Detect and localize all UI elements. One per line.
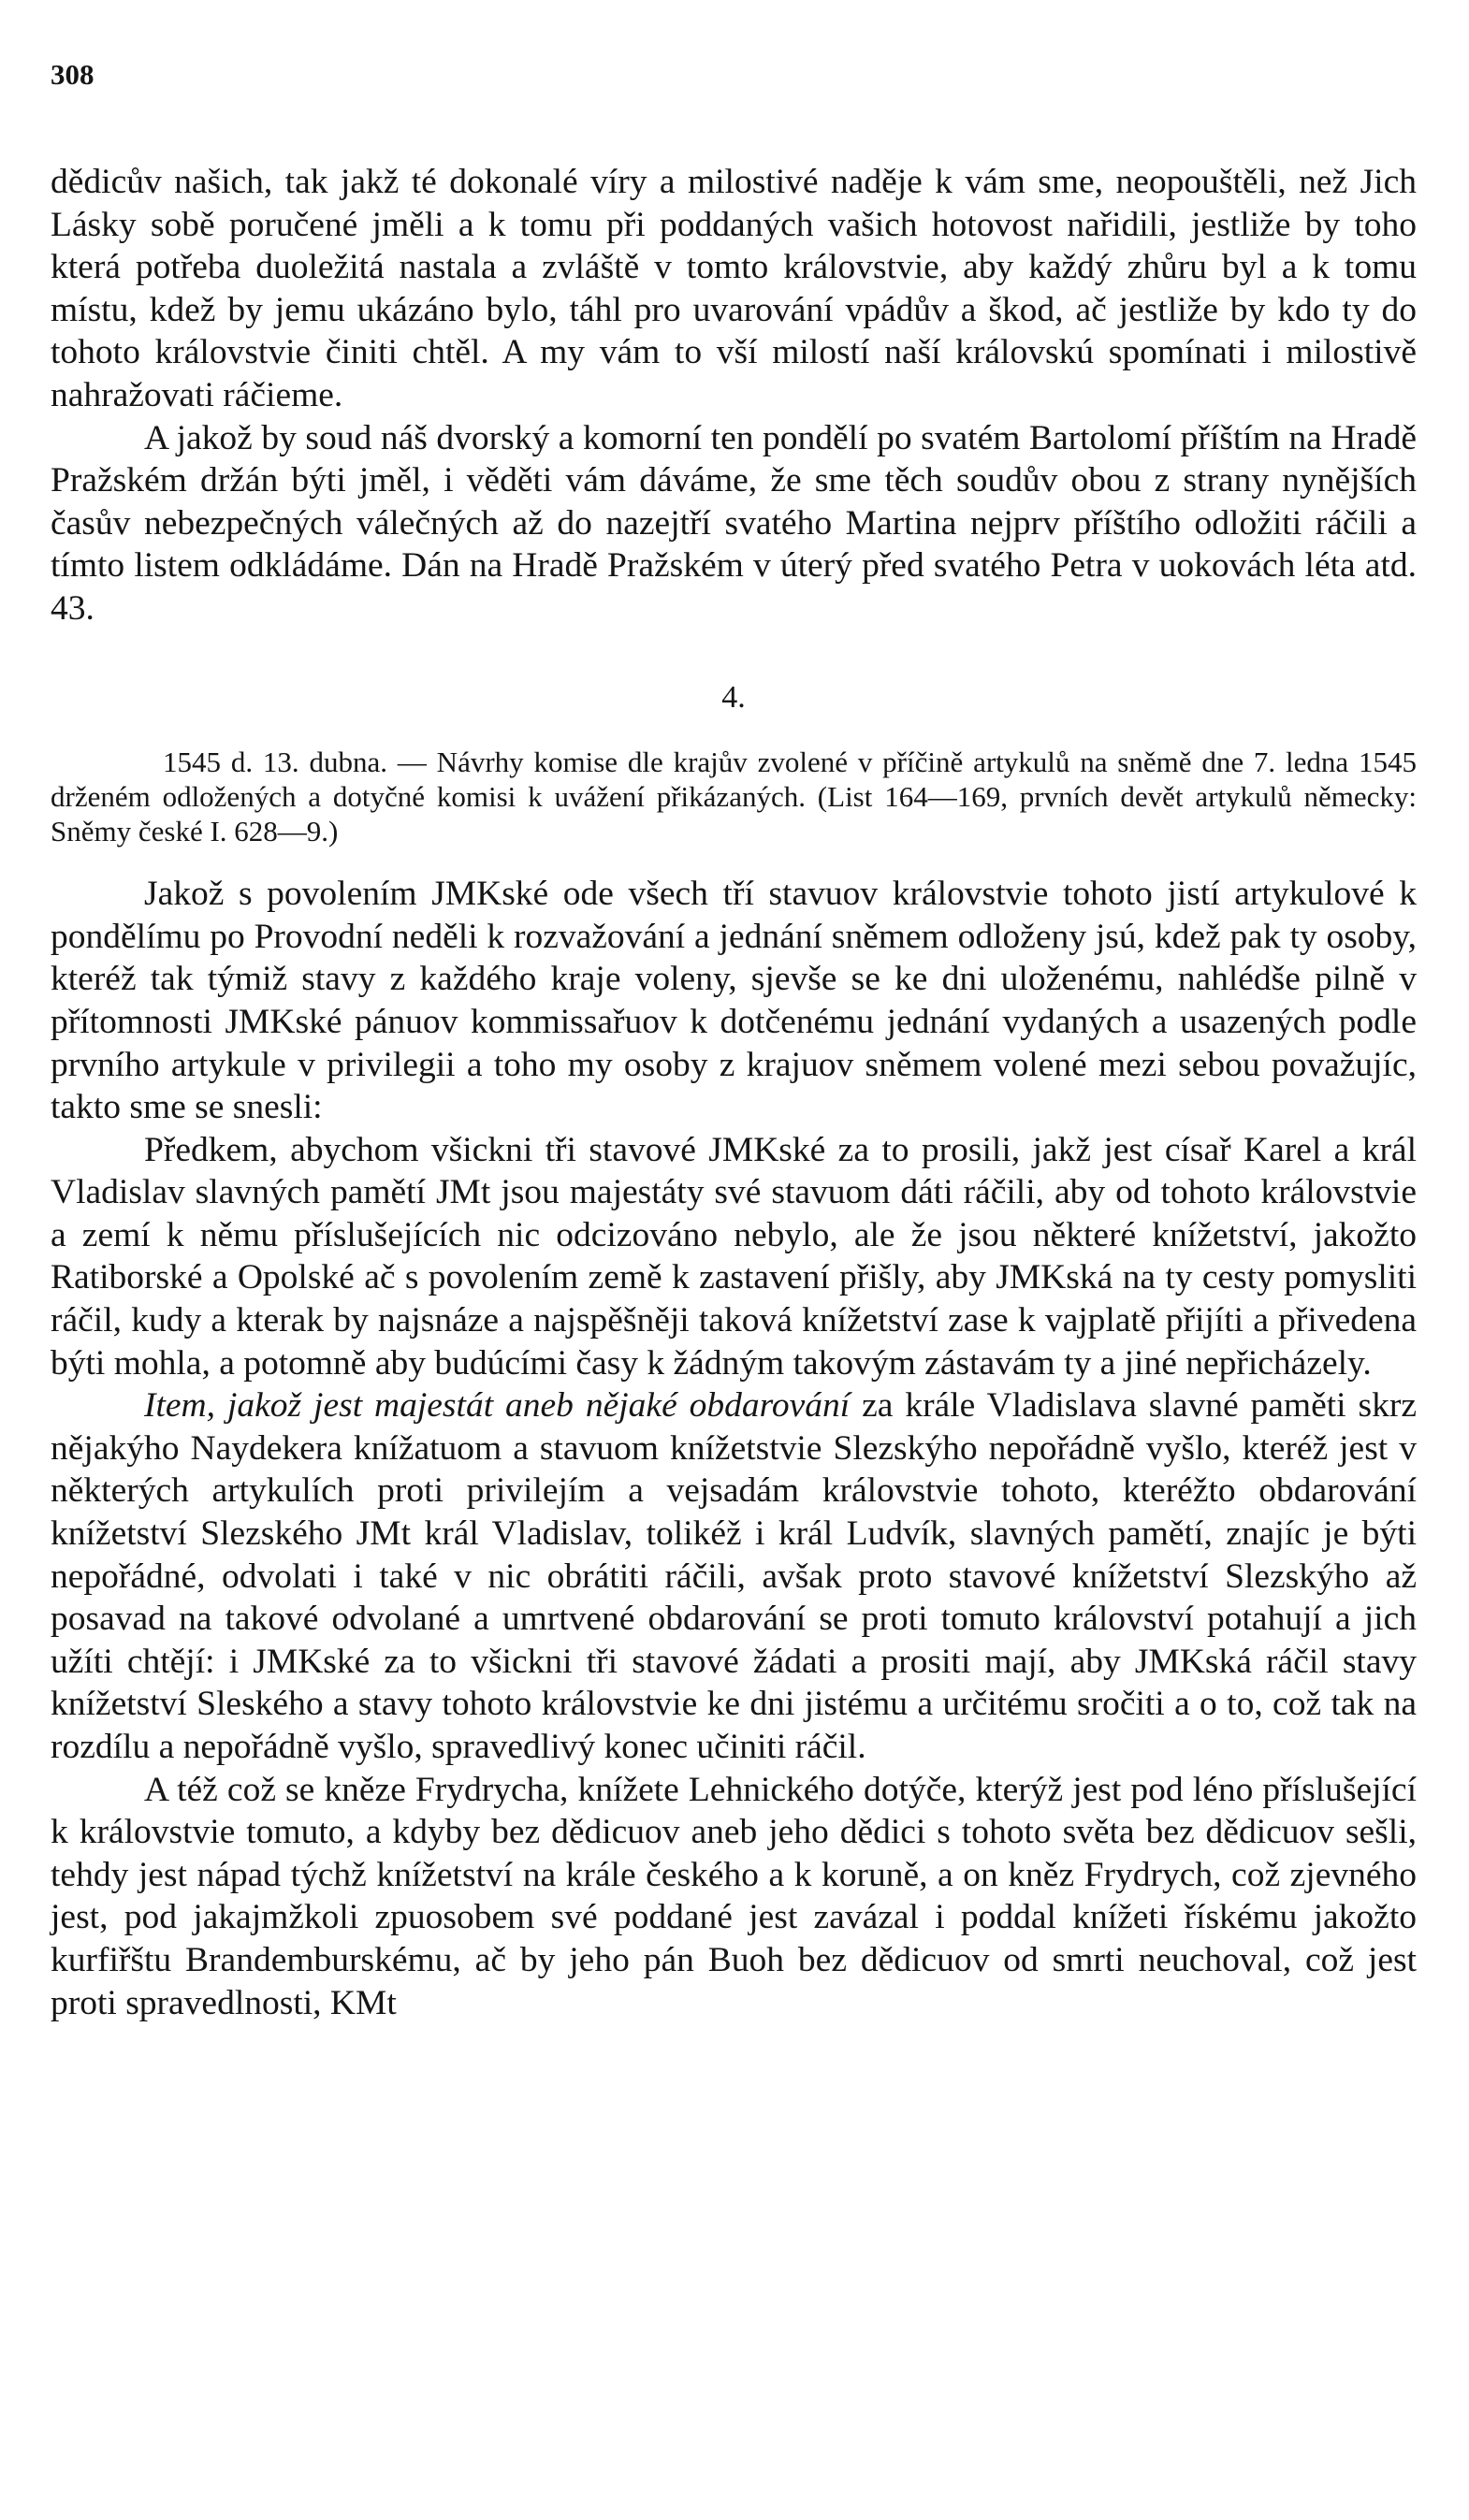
paragraph: [51, 1384, 1417, 1768]
paragraph: Jakož s povolením JMKské ode všech tří stavuov královstvie tohoto jistí artykulové k pondělímu po Provodní neděli k rozvažování a jednání sněmem odloženy jsú, kdež pak ty osoby, kteréž tak týmiž stavy z každého kraje voleny, sjevše se ke dni uloženému, nahlédše pilně v přítomnosti JMKské pánuov kommissařuov k dotčenému jednání vydaných a usazených podle prvního artykule v privilegii a toho my osoby z krajuov sněmem volené mezi sebou považujíc, takto sme se snesli:: [51, 875, 1417, 1127]
book-page: [51, 56, 1417, 2024]
page-number: 308: [51, 58, 95, 91]
paragraph-text: za krále Vladislava slavné paměti skrz nějakýho Naydekera knížatuom a stavuom knížetstvie Slezskýho nepořádně vyšlo, kteréž jest v některých artykulích proti privilejím a vejsadám královstvie tohoto, kteréžto obdarování knížetství Slezského JMt král Vladislav, tolikéž i král Ludvík, slavných pamětí, znajíc je býti nepořádné, odvolati i také v nic obrátiti ráčili, avšak proto stavové knížetství Slezskýho až posavad na takové odvolané a umrtvené obdarování se proti tomuto království potahují a jich užíti chtějí: i JMKské za to všickni tři stavové žádati a prositi mají, aby JMKská ráčil stavy knížetství Sleského a stavy tohoto královstvie ke dni jistému a určitému sročiti a o to, což tak na rozdílu a nepořádně vyšlo, spravedlivý konec učiniti ráčil.: [51, 1386, 1417, 1767]
italic-lead-word: Item,: [144, 1386, 216, 1426]
paragraph: A jakož by soud náš dvorský a komorní ten pondělí po svatém Bartolomí příštím na Hradě Pražském držán býti jměl, i věděti vám dáváme, že sme těch soudův obou z strany nynějších časův nebezpečných válečných až do nazejtří svatého Martina nejprv příštího odložiti ráčili a tímto listem odkládáme. Dán na Hradě Pražském v úterý před svatého Petra v uokovách léta atd. 43.: [51, 418, 1417, 628]
paragraph: dědicův našich, tak jakž té dokonalé víry a milostivé naděje k vám sme, neopouštěli, než Jich Lásky sobě poručené jměli a k tomu při poddaných vašich hotovost nařidili, jestliže by toho která potřeba duoležitá nastala a zvláště v tomto královstvie, aby každý zhůru byl a k tomu místu, kdež by jemu ukázáno bylo, táhl pro uvarování vpádův a škod, ač jestliže by kdo ty do tohoto královstvie činiti chtěl. A my vám to vší milostí naší královskú spomínati i milostivě nahražovati ráčieme.: [51, 163, 1417, 414]
italic-lead-phrase: jakož jest majestát aneb nějaké obdarování: [215, 1386, 851, 1426]
paragraph: Předkem, abychom všickni tři stavové JMKské za to prosili, jakž jest císař Karel a král Vladislav slavných pamětí JMt jsou majestáty své stavuom dáti ráčili, aby od tohoto královstvie a zemí k němu příslušejících nic odcizováno nebylo, ale že jsou některé knížetství, jakožto Ratiborské a Opolské ač s povolením země k zastavení přišly, aby JMKská na ty cesty pomysliti ráčil, kudy a kterak by najsnáze a najspěšněji taková knížetství zase k vajplatě přijíti a přivedena býti mohla, a potomně aby budúcími časy k žádným takovým zástavám ty a jiné nepřicházely.: [51, 1130, 1417, 1383]
previous-document-text: [51, 161, 1417, 630]
document-regest: 1545 d. 13. dubna. — Návrhy komise dle krajův zvolené v příčině artykulů na sněmě dne 7. ledna 1545 drženém odložených a dotyčné komisi k uvážení přikázaných. (List 164—169, prvních devět artykulů německy: Sněmy české I. 628—9.): [51, 745, 1417, 847]
document-number: 4.: [721, 679, 746, 715]
paragraph: A též což se kněze Frydrycha, knížete Lehnického dotýče, kterýž jest pod léno příslušející k královstvie tomuto, a kdyby bez dědicuov aneb jeho dědici s tohoto světa bez dědicuov sešli, tehdy jest nápad týchž knížetství na krále českého a k koruně, a on kněz Frydrych, což zjevného jest, pod jakajmžkoli zpuosobem své poddané jest zavázal i poddal knížeti řískému jakožto kurfiřštu Brandemburskému, ač by jeho pán Buoh bez dědicuov od smrti neuchoval, což jest proti spravedlnosti, KMt: [51, 1770, 1417, 2022]
document-text: [51, 873, 1417, 2024]
